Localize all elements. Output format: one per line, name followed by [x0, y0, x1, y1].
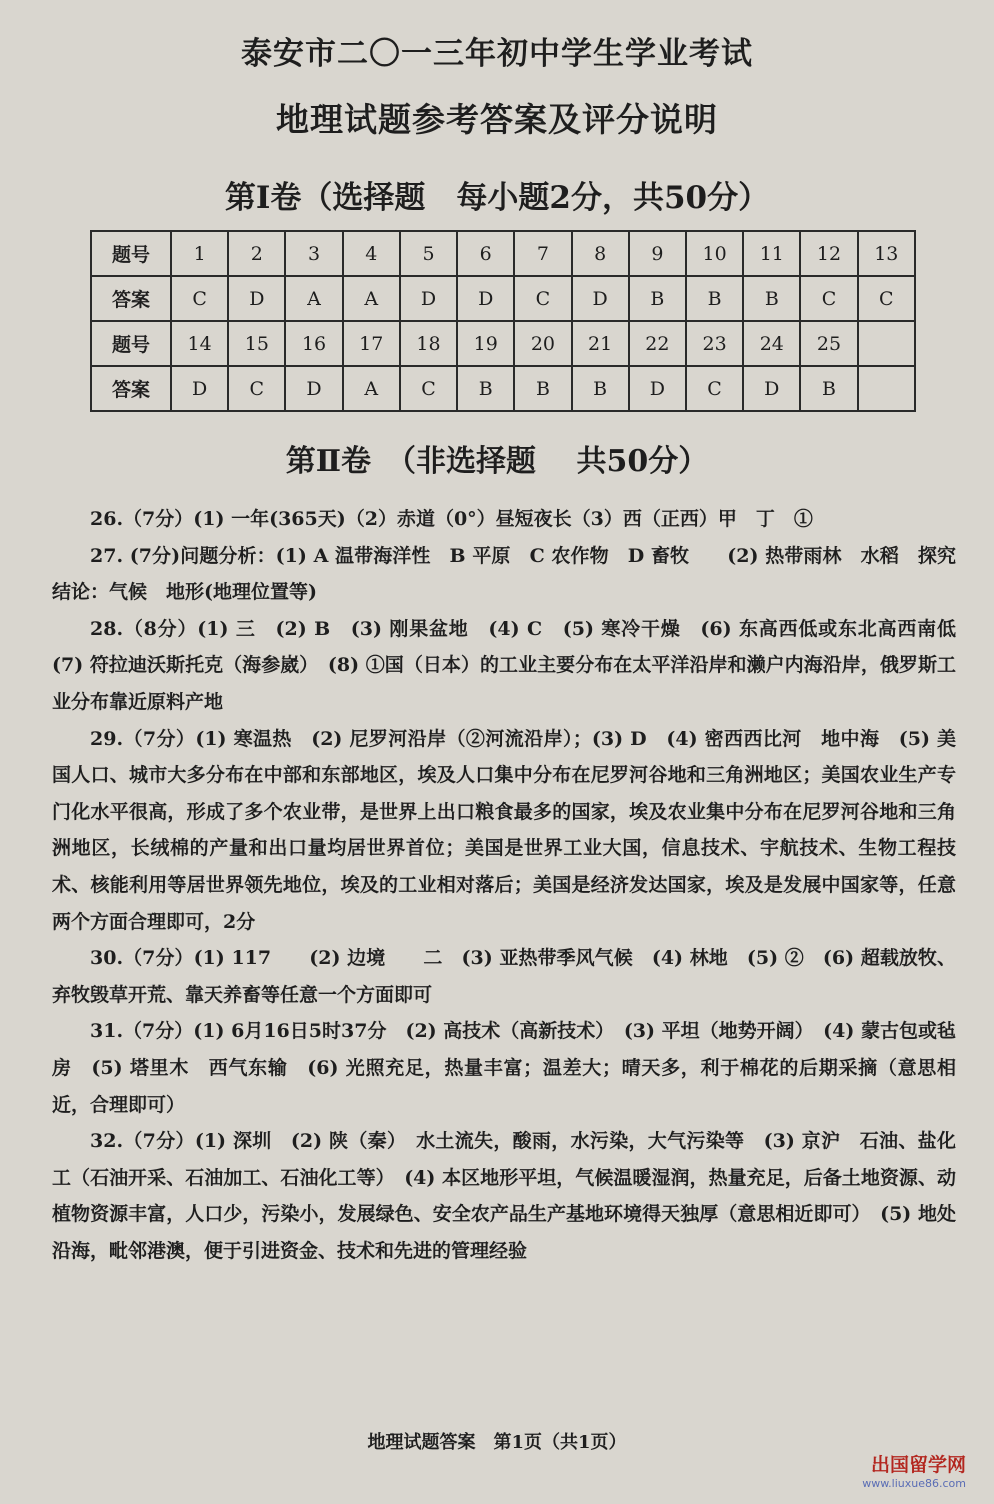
table-cell: D [285, 366, 342, 411]
table-row [91, 231, 915, 276]
table-cell: 17 [343, 321, 400, 366]
table-cell: B [743, 276, 800, 321]
answer-paragraph: 26.（7分）(1) 一年(365天)（2）赤道（0°）昼短夜长（3）西（正西）甲 丁 ① [90, 508, 813, 530]
table-cell: D [572, 276, 629, 321]
table-cell: A [285, 276, 342, 321]
table-cell: B [514, 366, 571, 411]
table-row [91, 321, 915, 366]
answer-paragraph: 31.（7分）(1) 6月16日5时37分 (2) 高技术（高新技术） (3) 平坦（地势开阔） (4) 蒙古包或毡房 (5) 塔里木 西气东输 (6) 光照充足，热量丰富；温差大；晴天多，利于棉花的后期采摘（意思相近，合理即可） [52, 1020, 956, 1116]
table-cell: 15 [228, 321, 285, 366]
table-cell: 20 [514, 321, 571, 366]
table-cell: 7 [514, 231, 571, 276]
table-cell: 21 [572, 321, 629, 366]
answer-paragraph: 30.（7分）(1) 117 (2) 边境 二 (3) 亚热带季风气候 (4) 林地 (5) ② (6) 超载放牧、弃牧毁草开荒、靠天养畜等任意一个方面即可 [52, 947, 956, 1006]
table-cell: 5 [400, 231, 457, 276]
table-cell: D [629, 366, 686, 411]
table-cell: 11 [743, 231, 800, 276]
table-cell: C [800, 276, 857, 321]
table-cell: 6 [457, 231, 514, 276]
watermark-url: www.liuxue86.com [862, 1477, 966, 1490]
table-cell: C [686, 366, 743, 411]
table-cell: 12 [800, 231, 857, 276]
row-label: 答案 [91, 366, 171, 411]
row-label: 题号 [91, 231, 171, 276]
table-cell: C [858, 276, 915, 321]
table-cell: 8 [572, 231, 629, 276]
table-cell: 4 [343, 231, 400, 276]
answer-paragraph: 27. (7分)问题分析：(1) A 温带海洋性 B 平原 C 农作物 D 畜牧 (2) 热带雨林 水稻 探究结论：气候 地形(地理位置等) [52, 544, 956, 604]
watermark-name: 出国留学网 [870, 1454, 966, 1476]
table-cell: 10 [686, 231, 743, 276]
table-cell: 13 [858, 231, 915, 276]
section2-heading: 第Ⅱ卷 （非选择题 共50分） [285, 444, 709, 479]
table-cell: D [228, 276, 285, 321]
table-cell: C [228, 366, 285, 411]
table-cell: 2 [228, 231, 285, 276]
table-cell: B [572, 366, 629, 411]
table-cell: 23 [686, 321, 743, 366]
row-label: 题号 [91, 321, 171, 366]
table-cell: C [400, 366, 457, 411]
table-cell: D [457, 276, 514, 321]
table-cell: 22 [629, 321, 686, 366]
answer-table [90, 230, 916, 412]
table-cell: B [800, 366, 857, 411]
table-cell: D [743, 366, 800, 411]
answer-paragraph: 28.（8分）(1) 三 (2) B (3) 刚果盆地 (4) C (5) 寒冷干燥 (6) 东高西低或东北高西南低 (7) 符拉迪沃斯托克（海参崴） (8) ①国（日本）的工业主要分布在太平洋沿岸和濑户内海沿岸，俄罗斯工业分布靠近原料产地 [52, 617, 976, 713]
section2-answers [52, 501, 976, 1269]
table-cell: D [171, 366, 228, 411]
table-row [91, 276, 915, 321]
table-cell: 1 [171, 231, 228, 276]
page-footer: 地理试题答案 第1页（共1页） [367, 1432, 627, 1453]
answer-paragraph: 32.（7分）(1) 深圳 (2) 陕（秦） 水土流失，酸雨，水污染，大气污染等 (3) 京沪 石油、盐化工（石油开采、石油加工、石油化工等） (4) 本区地形平坦，气候温暖湿润，热量充足，后备土地资源、动植物资源丰富，人口少，污染小，发展绿色、安全农产品生产基地环境得天独厚（意思相近即可） (5) 地处沿海，毗邻港澳，便于引进资金、技术和先进的管理经验 [52, 1130, 956, 1262]
table-cell: 19 [457, 321, 514, 366]
table-cell [858, 321, 915, 366]
row-label: 答案 [91, 276, 171, 321]
table-cell: A [343, 276, 400, 321]
exam-subtitle: 地理试题参考答案及评分说明 [276, 100, 718, 139]
table-cell: 14 [171, 321, 228, 366]
table-cell: A [343, 366, 400, 411]
table-cell: 24 [743, 321, 800, 366]
table-cell: B [457, 366, 514, 411]
table-cell [858, 366, 915, 411]
section1-heading: 第Ⅰ卷（选择题 每小题2分，共50分） [224, 180, 770, 216]
table-cell: C [171, 276, 228, 321]
table-cell: B [686, 276, 743, 321]
answer-paragraph: 29.（7分）(1) 寒温热 (2) 尼罗河沿岸（②河流沿岸）；(3) D (4) 密西西比河 地中海 (5) 美国人口、城市大多分布在中部和东部地区，埃及人口集中分布在尼罗河谷地和三角洲地区；美国农业生产专门化水平很高，形成了多个农业带，是世界上出口粮食最多的国家，埃及农业集中分布在尼罗河谷地和三角洲地区，长绒棉的产量和出口量均居世界首位；美国是世界工业大国，信息技术、宇航技术、生物工程技术、核能利用等居世界领先地位，埃及的工业相对落后；美国是经济发达国家，埃及是发展中国家等，任意两个方面合理即可，2分 [52, 727, 956, 933]
table-cell: 18 [400, 321, 457, 366]
table-cell: 25 [800, 321, 857, 366]
table-cell: 3 [285, 231, 342, 276]
exam-title: 泰安市二〇一三年初中学生学业考试 [241, 36, 753, 72]
table-row [91, 366, 915, 411]
table-cell: C [514, 276, 571, 321]
table-cell: 9 [629, 231, 686, 276]
table-cell: B [629, 276, 686, 321]
table-cell: D [400, 276, 457, 321]
table-cell: 16 [285, 321, 342, 366]
watermark-logo [862, 1450, 966, 1490]
